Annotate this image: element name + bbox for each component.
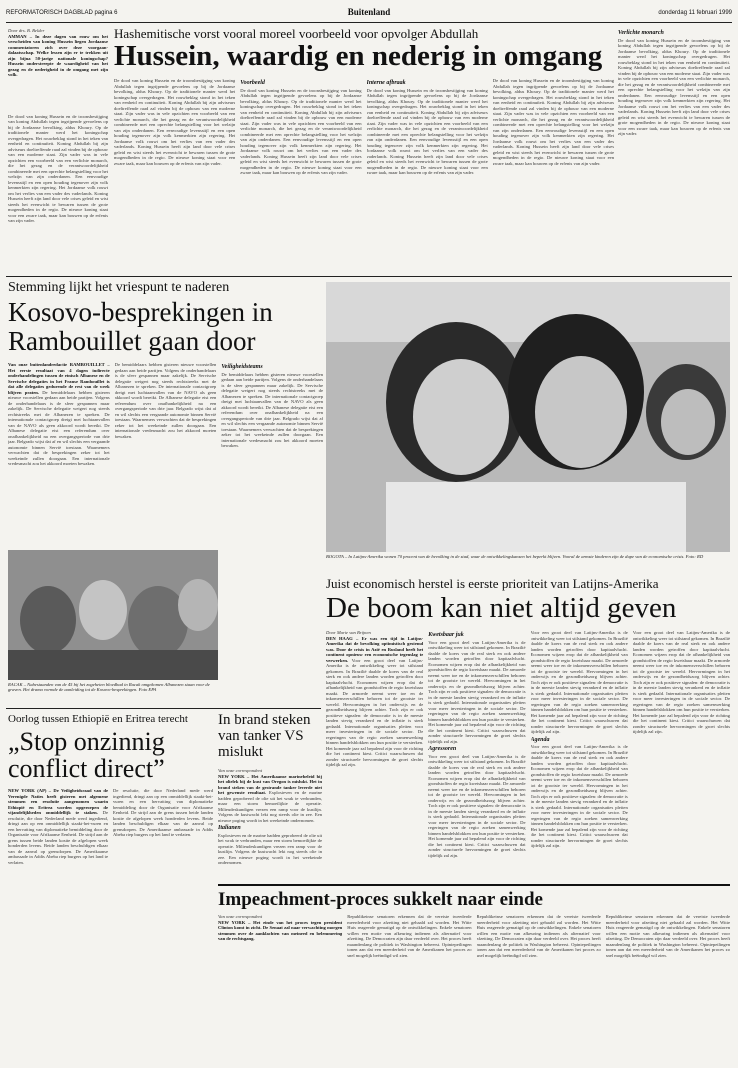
hussein-intro: AMMAN – In deze dagen van rouw om het verscheiden van koning Hussein liegen Jordaanse commentatoren zich over deze voorgaan-dalaatsschap. Welke lessen zijn er te trekken uit zijn bijna 50-jarige nationale koningschap? Hussein onderstreepte de waardigheid van het gezag en de nederigheid in de omgang met zijn volk. bbox=[8, 33, 108, 77]
racak-photo bbox=[8, 550, 218, 680]
header-date: donderdag 11 februari 1999 bbox=[658, 10, 732, 16]
bogota-credit: Foto: RD bbox=[685, 554, 704, 559]
hussein-body bbox=[114, 78, 614, 273]
racak-credit: Foto EPA bbox=[138, 687, 157, 693]
impeachment-body: Van onze correspondent NEW YORK – Het einde van het proces tegen president Clinton komt in zicht. De Senaat zal naar verwachting morgen stemmen over de aanklachten van meineed en belemmering van de rechtsgang. Republikeinse senatoren erkennen dat de vereiste tweederde meerderheid voor afzetting niet gehaald zal worden. Het Witte Huis reageerde gematigd op de ontwikkelingen. Enkele senatoren willen een motie van afkeuring indienen als alternatief voor afzetting. De Democraten zijn daar verdeeld over. Het proces heeft maandenlang de politiek in Washington beheerst. Opiniepeilingen tonen aan dat een meerderheid van de Amerikanen het proces zo snel mogelijk beëindigd wil zien. Republikeinse senatoren erkennen dat de vereiste tweederde meerderheid voor afzetting niet gehaald zal worden. Het Witte Huis reageerde gematigd op de ontwikkelingen. Enkele senatoren willen een motie van afkeuring indienen als alternatief voor afzetting. De Democraten zijn daar verdeeld over. Het proces heeft maandenlang de politiek in Washington beheerst. Opiniepeilingen tonen aan dat een meerderheid van de Amerikanen het proces zo snel mogelijk beëindigd wil zien. Republikeinse senatoren erkennen dat de vereiste tweederde meerderheid voor afzetting niet gehaald zal worden. Het Witte Huis reageerde gematigd op de ontwikkelingen. Enkele senatoren willen een motie van afkeuring indienen als alternatief voor afzetting. De Democraten zijn daar verdeeld over. Het proces heeft maandenlang de politiek in Washington beheerst. Opiniepeilingen tonen aan dat een meerderheid van de Amerikanen het proces zo snel mogelijk beëindigd wil zien. bbox=[218, 914, 730, 958]
hussein-left-column bbox=[8, 28, 108, 273]
hussein-body-col2: De dood van koning Hussein en de troonsbestijging van koning Abdullah tegen ingrijpende gevoelens op bij de Jordaanse bevolking, aldus Khoury. Op de traditionele manier werd het koningschap overgedragen. Het rouwbeklag stond in het teken van eenheid en continuïteit. Koning Abdullah bij zijn adviseurs doeltreffende raad zal vinden bij de opbouw van een moderne staat. Zijn vader was in vele opzichten een voorbeeld van een verlichte monarch, die het gezag en de verantwoordelijkheid combineerde met een oprechte belangstelling voor het welzijn van zijn onderdanen. Een eenvoudige levensstijl en een open houding tegenover zijn volk kenmerkten zijn regering. Het Jordaanse volk rouwt om het verlies van een vader des vaderlands. Koning Hussein heeft zijn land door vele crises geleid en wist steeds het evenwicht te bewaren tussen de grote mogendheden in de regio. De nieuwe koning staat voor een zware taak, maar kan bouwen op de erfenis van zijn vader. bbox=[114, 78, 236, 166]
ethiopia-body: NEW YORK (AP) – De Veiligheidsraad van de Verenigde Naties heeft gisteren met algemene stemmen een resolutie aangenomen waarin Ethiopië en Eritrea worden opgeroepen de vijandelijkheden onmiddellijk te staken. De resolutie, die door Nederland mede werd ingediend, dringt aan op een onmiddellijk staakt-het-vuren en een hervatting van diplomatieke bemiddeling door de Organisatie voor Afrikaanse Eenheid. De strijd aan de grens tussen beide landen kostte de afgelopen week honderden levens. Beide landen beschuldigen elkaar van de aanval op grensdorpen. De Amerikaanse ambassade in Addis Abeba riep burgers op het land te verlaten. De resolutie, die door Nederland mede werd ingediend, dringt aan op een onmiddellijk staakt-het-vuren en een hervatting van diplomatieke bemiddeling door de Organisatie voor Afrikaanse Eenheid. De strijd aan de grens tussen beide landen kostte de afgelopen week honderden levens. Beide landen beschuldigen elkaar van de aanval op grensdorpen. De Amerikaanse ambassade in Addis Abeba riep burgers op het land te verlaten. bbox=[8, 788, 213, 865]
hussein-right-column: Verlichte monarch De dood van koning Hussein en de troonsbestijging van koning Abdullah tegen ingrijpende gevoelens op bij de Jordaanse bevolking, aldus Khoury. Op de traditionele manier werd het koningschap overgedragen. Het rouwbeklag stond in het teken van eenheid en continuïteit. Koning Abdullah bij zijn adviseurs doeltreffende raad zal vinden bij de opbouw van een moderne staat. Zijn vader was in vele opzichten een voorbeeld van een verlichte monarch, die het gezag en de verantwoordelijkheid combineerde met een oprechte belangstelling voor het welzijn van zijn onderdanen. Een eenvoudige levensstijl en een open houding tegenover zijn volk kenmerkten zijn regering. Het Jordaanse volk rouwt om het verlies van een vader des vaderlands. Koning Hussein heeft zijn land door vele crises geleid en wist steeds het evenwicht te bewaren tussen de grote mogendheden in de regio. De nieuwe koning staat voor een zware taak, maar kan bouwen op de erfenis van zijn vader. bbox=[618, 30, 730, 136]
hussein-body-col1: De dood van koning Hussein en de troonsbestijging van koning Abdullah tegen ingrijpende gevoelens op bij de Jordaanse bevolking, aldus Khoury. Op de traditionele manier werd het koningschap overgedragen. Het rouwbeklag stond in het teken van eenheid en continuïteit. Koning Abdullah bij zijn adviseurs doeltreffende raad zal vinden bij de opbouw van een moderne staat. Zijn vader was in vele opzichten een voorbeeld van een verlichte monarch, die het gezag en de verantwoordelijkheid combineerde met een oprechte belangstelling voor het welzijn van zijn onderdanen. Een eenvoudige levensstijl en een open houding tegenover zijn volk kenmerkten zijn regering. Het Jordaanse volk rouwt om het verlies van een vader des vaderlands. Koning Hussein heeft zijn land door vele crises geleid en wist steeds het evenwicht te bewaren tussen de grote mogendheden in de regio. De nieuwe koning staat voor een zware taak, maar kan bouwen op de erfenis van zijn vader. bbox=[8, 113, 108, 223]
kosovo-headline: Kosovo-besprekingen in Rambouillet gaan door bbox=[8, 297, 273, 356]
hussein-body-col3: Voorbeeld De dood van koning Hussein en de troonsbestijging van koning Abdullah tegen ingrijpende gevoelens op bij de Jordaanse bevolking, aldus Khoury. Op de traditionele manier werd het koningschap overgedragen. Het rouwbeklag stond in het teken van eenheid en continuïteit. Koning Abdullah bij zijn adviseurs doeltreffende raad zal vinden bij de opbouw van een moderne staat. Zijn vader was in vele opzichten een voorbeeld van een verlichte monarch, die het gezag en de verantwoordelijkheid combineerde met een oprechte belangstelling voor het welzijn van zijn onderdanen. Een eenvoudige levensstijl en een open houding tegenover zijn volk kenmerkten zijn regering. Het Jordaanse volk rouwt om het verlies van een vader des vaderlands. Koning Hussein heeft zijn land door vele crises geleid en wist steeds het evenwicht te bewaren tussen de grote mogendheden in de regio. De nieuwe koning staat voor een zware taak, maar kan bouwen op de erfenis van zijn vader. bbox=[240, 80, 362, 175]
racak-photo-image bbox=[8, 550, 218, 680]
hussein-body-col5: De dood van koning Hussein en de troonsbestijging van koning Abdullah tegen ingrijpende gevoelens op bij de Jordaanse bevolking, aldus Khoury. Op de traditionele manier werd het koningschap overgedragen. Het rouwbeklag stond in het teken van eenheid en continuïteit. Koning Abdullah bij zijn adviseurs doeltreffende raad zal vinden bij de opbouw van een moderne staat. Zijn vader was in vele opzichten een voorbeeld van een verlichte monarch, die het gezag en de verantwoordelijkheid combineerde met een oprechte belangstelling voor het welzijn van zijn onderdanen. Een eenvoudige levensstijl en een open houding tegenover zijn volk kenmerkten zijn regering. Het Jordaanse volk rouwt om het verlies van een vader des vaderlands. Koning Hussein heeft zijn land door vele crises geleid en wist steeds het evenwicht te bewaren tussen de grote mogendheden in de regio. De nieuwe koning staat voor een zware taak, maar kan bouwen op de erfenis van zijn vader. bbox=[492, 78, 614, 166]
kosovo-kicker: Stemming lijkt het vriespunt te naderen bbox=[8, 280, 230, 295]
ethiopia-kicker: Oorlog tussen Ethiopië en Eritrea terecht bbox=[8, 713, 188, 725]
hussein-byline: Door drs. B. Belder bbox=[8, 28, 45, 33]
hussein-kicker: Hashemitische vorst vooral moreel voorbeeld voor opvolger Abdullah bbox=[114, 26, 479, 41]
hussein-headline: Hussein, waardig en nederig in omgang bbox=[114, 40, 603, 72]
divider bbox=[6, 276, 732, 277]
ethiopia-headline: „Stop onzinnig conflict direct” bbox=[8, 727, 165, 783]
bogota-caption: BOGOTA – In Latijns-Amerika wonen 70 procent van de bevolking in de stad, waar de ontwikkelingskansen het beperkt blijven. Vooral de armste kinderen zijn de dupe van de economische crisis. Foto: RD bbox=[326, 554, 704, 559]
impeachment-headline: Impeachment-proces sukkelt naar einde bbox=[218, 889, 543, 910]
header-section: Buitenland bbox=[347, 7, 391, 17]
latam-kicker: Juist economisch herstel is eerste prioriteit van Latijns-Amerika bbox=[326, 576, 659, 591]
racak-caption: RACAK – Nabestaanden van de 45 bij het zogeheten bloedbad in Racak omgekomen Albanezen staan voor de graven. Het drama vormde de aanleiding tot de Kosovo-besprekingen. Foto EPA bbox=[8, 682, 210, 693]
bogota-photo-image bbox=[326, 282, 730, 552]
hussein-body-col4: Interne afbraak De dood van koning Hussein en de troonsbestijging van koning Abdullah tegen ingrijpende gevoelens op bij de Jordaanse bevolking, aldus Khoury. Op de traditionele manier werd het koningschap overgedragen. Het rouwbeklag stond in het teken van eenheid en continuïteit. Koning Abdullah bij zijn adviseurs doeltreffende raad zal vinden bij de opbouw van een moderne staat. Zijn vader was in vele opzichten een voorbeeld van een verlichte monarch, die het gezag en de verantwoordelijkheid combineerde met een oprechte belangstelling voor het welzijn van zijn onderdanen. Een eenvoudige levensstijl en een open houding tegenover zijn volk kenmerkten zijn regering. Het Jordaanse volk rouwt om het verlies van een vader des vaderlands. Koning Hussein heeft zijn land door vele crises geleid en wist steeds het evenwicht te bewaren tussen de grote mogendheden in de regio. De nieuwe koning staat voor een zware taak, maar kan bouwen op de erfenis van zijn vader. bbox=[366, 80, 488, 175]
header-paper-page: REFORMATORISCH DAGBLAD pagina 6 bbox=[6, 10, 118, 16]
kosovo-body: Van onze buitenlandredactie RAMBOUILLET – Het eerste resultaat van 4 dagen indirecte onderhandelingen tussen de etnisch Albanese en de Servische delegaties in het Franse Rambouillet is dat alle delegaties gedurende de rest van de week blijven praten. De bemiddelaars hebben gisteren nieuwe voorstellen gedaan aan beide partijen. Volgens de onderhandelaars is de sfeer gespannen maar zakelijk. De Servische delegatie weigert nog steeds rechtstreeks met de Albanezen te spreken. De internationale contactgroep dreigt met luchtaanvallen van de NAVO als geen akkoord wordt bereikt. De Albanese delegatie eist een referendum over onafhankelijkheid na een overgangsperiode van drie jaar. Belgrado wijst dat af en wil slechts een vergaande autonomie binnen Servië toestaan. Waarnemers verwachten dat de besprekingen zeker tot het weekeinde zullen doorgaan. Een internationale vredesmacht zou het akkoord moeten bewaken. De bemiddelaars hebben gisteren nieuwe voorstellen gedaan aan beide partijen. Volgens de onderhandelaars is de sfeer gespannen maar zakelijk. De Servische delegatie weigert nog steeds rechtstreeks met de Albanezen te spreken. De internationale contactgroep dreigt met luchtaanvallen van de NAVO als geen akkoord wordt bereikt. De Albanese delegatie eist een referendum over onafhankelijkheid na een overgangsperiode van drie jaar. Belgrado wijst dat af en wil slechts een vergaande autonomie binnen Servië toestaan. Waarnemers verwachten dat de besprekingen zeker tot het weekeinde zullen doorgaan. Een internationale vredesmacht zou het akkoord moeten bewaken. Veiligheidsteams De bemiddelaars hebben gisteren nieuwe voorstellen gedaan aan beide partijen. Volgens de onderhandelaars is de sfeer gespannen maar zakelijk. De Servische delegatie weigert nog steeds rechtstreeks met de Albanezen te spreken. De internationale contactgroep dreigt met luchtaanvallen van de NAVO als geen akkoord wordt bereikt. De Albanese delegatie eist een referendum over onafhankelijkheid na een overgangsperiode van drie jaar. Belgrado wijst dat af en wil slechts een vergaande autonomie binnen Servië toestaan. Waarnemers verwachten dat de besprekingen zeker tot het weekeinde zullen doorgaan. Een internationale vredesmacht zou het akkoord moeten bewaken. bbox=[8, 362, 324, 466]
latam-body: Door Marie van Brijnen DEN HAAG – Er was een tijd in Latijns-Amerika dat de bevolking optimistisch gestemd was. Door de crisis in Azië en Rusland heeft het continent opnieuw een economische tegenslag te verwerken. Voor een groot deel van Latijns-Amerika is de ontwikkeling weer tot stilstand gekomen. In Brazilië daalde de koers van de real sterk en ook andere landen worden getroffen door kapitaalvlucht. Economen wijzen erop dat de afhankelijkheid van grondstoffen de regio kwetsbaar maakt. De armoede neemt weer toe en de inkomensverschillen behoren tot de grootste ter wereld. Hervormingen in het onderwijs en de gezondheidszorg blijven achter. Toch zijn er ook positieve signalen: de democratie is in de meeste landen stevig verankerd en de inflatie is sterk gedaald. Internationale organisaties pleiten voor meer investeringen in de sociale sector. De regeringen van de regio zoeken samenwerking binnen handelsblokken om hun positie te versterken. Het komende jaar zal bepalend zijn voor de richting die het continent kiest. Critici waarschuwen dat zonder structurele hervormingen de groei slechts tijdelijk zal zijn. Kwetsbaar juk Voor een groot deel van Latijns-Amerika is de ontwikkeling weer tot stilstand gekomen. In Brazilië daalde de koers van de real sterk en ook andere landen worden getroffen door kapitaalvlucht. Economen wijzen erop dat de afhankelijkheid van grondstoffen de regio kwetsbaar maakt. De armoede neemt weer toe en de inkomensverschillen behoren tot de grootste ter wereld. Hervormingen in het onderwijs en de gezondheidszorg blijven achter. Toch zijn er ook positieve signalen: de democratie is in de meeste landen stevig verankerd en de inflatie is sterk gedaald. Internationale organisaties pleiten voor meer investeringen in de sociale sector. De regeringen van de regio zoeken samenwerking binnen handelsblokken om hun positie te versterken. Het komende jaar zal bepalend zijn voor de richting die het continent kiest. Critici waarschuwen dat zonder structurele hervormingen de groei slechts tijdelijk zal zijn. Agressoren Voor een groot deel van Latijns-Amerika is de ontwikkeling weer tot stilstand gekomen. In Brazilië daalde de koers van de real sterk en ook andere landen worden getroffen door kapitaalvlucht. Economen wijzen erop dat de afhankelijkheid van grondstoffen de regio kwetsbaar maakt. De armoede neemt weer toe en de inkomensverschillen behoren tot de grootste ter wereld. Hervormingen in het onderwijs en de gezondheidszorg blijven achter. Toch zijn er ook positieve signalen: de democratie is in de meeste landen stevig verankerd en de inflatie is sterk gedaald. Internationale organisaties pleiten voor meer investeringen in de sociale sector. De regeringen van de regio zoeken samenwerking binnen handelsblokken om hun positie te versterken. Het komende jaar zal bepalend zijn voor de richting die het continent kiest. Critici waarschuwen dat zonder structurele hervormingen de groei slechts tijdelijk zal zijn. Voor een groot deel van Latijns-Amerika is de ontwikkeling weer tot stilstand gekomen. In Brazilië daalde de koers van de real sterk en ook andere landen worden getroffen door kapitaalvlucht. Economen wijzen erop dat de afhankelijkheid van grondstoffen de regio kwetsbaar maakt. De armoede neemt weer toe en de inkomensverschillen behoren tot de grootste ter wereld. Hervormingen in het onderwijs en de gezondheidszorg blijven achter. Toch zijn er ook positieve signalen: de democratie is in de meeste landen stevig verankerd en de inflatie is sterk gedaald. Internationale organisaties pleiten voor meer investeringen in de sociale sector. De regeringen van de regio zoeken samenwerking binnen handelsblokken om hun positie te versterken. Het komende jaar zal bepalend zijn voor de richting die het continent kiest. Critici waarschuwen dat zonder structurele hervormingen de groei slechts tijdelijk zal zijn. Agenda Voor een groot deel van Latijns-Amerika is de ontwikkeling weer tot stilstand gekomen. In Brazilië daalde de koers van de real sterk en ook andere landen worden getroffen door kapitaalvlucht. Economen wijzen erop dat de afhankelijkheid van grondstoffen de regio kwetsbaar maakt. De armoede neemt weer toe en de inkomensverschillen behoren tot de grootste ter wereld. Hervormingen in het onderwijs en de gezondheidszorg blijven achter. Toch zijn er ook positieve signalen: de democratie is in de meeste landen stevig verankerd en de inflatie is sterk gedaald. Internationale organisaties pleiten voor meer investeringen in de sociale sector. De regeringen van de regio zoeken samenwerking binnen handelsblokken om hun positie te versterken. Het komende jaar zal bepalend zijn voor de richting die het continent kiest. Critici waarschuwen dat zonder structurele hervormingen de groei slechts tijdelijk zal zijn. Voor een groot deel van Latijns-Amerika is de ontwikkeling weer tot stilstand gekomen. In Brazilië daalde de koers van de real sterk en ook andere landen worden getroffen door kapitaalvlucht. Economen wijzen erop dat de afhankelijkheid van grondstoffen de regio kwetsbaar maakt. De armoede neemt weer toe en de inkomensverschillen behoren tot de grootste ter wereld. Hervormingen in het onderwijs en de gezondheidszorg blijven achter. Toch zijn er ook positieve signalen: de democratie is in de meeste landen stevig verankerd en de inflatie is sterk gedaald. Internationale organisaties pleiten voor meer investeringen in de sociale sector. De regeringen van de regio zoeken samenwerking binnen handelsblokken om hun positie te versterken. Het komende jaar zal bepalend zijn voor de richting die het continent kiest. Critici waarschuwen dat zonder structurele hervormingen de groei slechts tijdelijk zal zijn. bbox=[326, 630, 730, 858]
bogota-photo bbox=[326, 282, 730, 552]
tanker-headline: In brand steken van tanker VS mislukt bbox=[218, 712, 311, 760]
tanker-body: Van onze correspondent NEW YORK – Het Amerikaanse marinebeleid bij het olielek bij de kust van Oregon is mislukt. Het in brand steken van de gestrande tanker leverde niet het gewenste resultaat. Explosieven en de marine hadden geprobeerd de olie uit het wrak te verbranden, maar een storm bemoeilijkte de operatie. Milieudeskundigen vrezen een ramp voor de kustlijn. Volgens de kustwacht lekt nog steeds olie in zee. Een nieuwe poging wordt in het weekeinde ondernomen. Italianen Explosieven en de marine hadden geprobeerd de olie uit het wrak te verbranden, maar een storm bemoeilijkte de operatie. Milieudeskundigen vrezen een ramp voor de kustlijn. Volgens de kustwacht lekt nog steeds olie in zee. Een nieuwe poging wordt in het weekeinde ondernomen. bbox=[218, 768, 322, 865]
page-header bbox=[6, 6, 732, 23]
latam-headline: De boom kan niet altijd geven bbox=[326, 592, 677, 624]
